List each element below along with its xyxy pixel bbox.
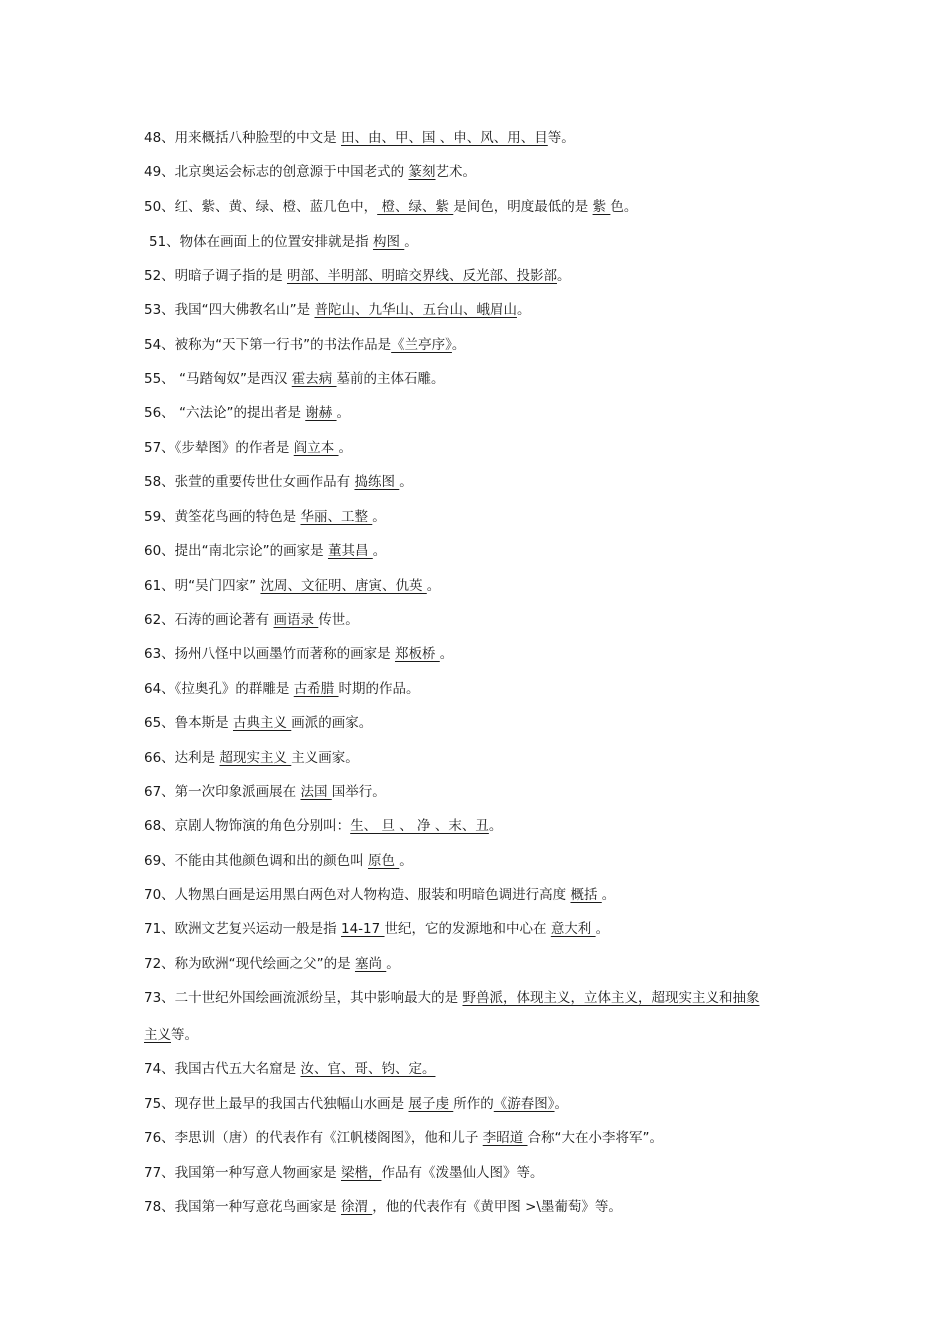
question-text: 。 [488,818,503,834]
question-text: 60、提出“南北宗论”的画家是 [144,543,328,559]
answer-text: 华丽、工整 [300,509,373,525]
question-text: 69、不能由其他颜色调和出的颜色叫 [144,853,368,869]
answer-text: 汝、官、哥、钧、定。 [300,1061,436,1077]
answer-text: 《游春图》 [493,1096,555,1112]
question-line [144,1094,824,1114]
question-line [144,919,824,939]
question-line [144,679,824,699]
question-line [144,713,824,733]
question-text: 传世。 [318,612,359,628]
question-text: 合称“大在小李将军”。 [527,1130,664,1146]
question-text: 55、 “马踏匈奴”是西汉 [144,371,292,387]
answer-text: 塞尚 [354,956,387,972]
question-text: 色。 [610,199,638,215]
question-text: 57、《步辇图》的作者是 [144,440,294,456]
question-text: 。 [556,268,571,284]
question-line [144,507,824,527]
answer-text: 画语录 [273,612,319,628]
question-line [144,988,824,1008]
question-text: 77、我国第一种写意人物画家是 [144,1165,341,1181]
question-text: 国举行。 [331,784,386,800]
question-text: 53、我国“四大佛教名山”是 [144,302,315,318]
question-text: 67、第一次印象派画展在 [144,784,301,800]
question-text: 48、用来概括八种脸型的中文是 [144,130,341,146]
question-text: ，他的代表作有《黄甲图 >\墨葡萄》等。 [372,1199,622,1215]
question-text: 时期的作品。 [338,681,420,697]
answer-text: 超现实主义 [219,750,292,766]
question-text: 65、鲁本斯是 [144,715,233,731]
question-text: 64、《拉奥孔》的群雕是 [144,681,294,697]
answer-text: 篆刻 [408,164,436,180]
question-line [144,576,824,596]
question-text: 。 [451,337,466,353]
answer-text: 构图 [372,234,405,250]
question-text: 61、明“吴门四家” [144,578,261,594]
question-text: 主义画家。 [291,750,359,766]
question-line [144,851,824,871]
question-line [144,1025,824,1045]
question-text: 54、被称为“天下第一行书”的书法作品是 [144,337,392,353]
question-text: 51、物体在画面上的位置安排就是指 [149,234,373,250]
question-line [144,816,824,836]
question-text: 73、二十世纪外国绘画流派纷呈，其中影响最大的是 [144,990,463,1006]
question-line [144,1128,824,1148]
question-text: 等。 [547,130,575,146]
question-text: 52、明暗子调子指的是 [144,268,287,284]
question-text: 。 [399,474,413,490]
question-line [144,472,824,492]
question-line [144,541,824,561]
question-line [144,266,824,286]
question-text: 72、称为欧洲“现代绘画之父”的是 [144,956,355,972]
answer-text: 展子虔 [408,1096,454,1112]
answer-text: 捣练图 [354,474,400,490]
answer-text: 橙、绿、紫 [377,199,454,215]
question-text: 墓前的主体石雕。 [336,371,445,387]
answer-text: 董其昌 [327,543,373,559]
question-text: 。 [554,1096,569,1112]
answer-text: 野兽派，体现主义，立体主义，超现实主义和抽象 [462,990,760,1006]
answer-text: 14-17 [340,921,385,937]
question-text: 。 [386,956,400,972]
question-text: 76、李思训（唐）的代表作有《江帆楼阁图》，他和儿子 [144,1130,483,1146]
answer-text: 法国 [300,784,332,800]
question-text: 70、人物黑白画是运用黑白两色对人物构造、服装和明暗色调进行高度 [144,887,571,903]
answer-text: 概括 [570,887,602,903]
question-text: 作品有《泼墨仙人图》等。 [381,1165,544,1181]
question-text: 。 [595,921,610,937]
question-text: 画派的画家。 [291,715,373,731]
question-line [144,197,824,217]
answer-text: 田、由、甲、国 、申、风、用、目 [340,130,548,146]
question-text: 。 [516,302,531,318]
answer-text: 意大利 [550,921,596,937]
question-text: 78、我国第一种写意花鸟画家是 [144,1199,341,1215]
answer-text: 徐渭 [340,1199,373,1215]
question-text: 50、红、紫、黄、绿、橙、蓝几色中， [144,199,378,215]
question-text: 56、 “六法论”的提出者是 [144,405,306,421]
answer-text: 沈周、文征明、唐寅、仇英 [260,578,427,594]
question-line [144,610,824,630]
question-line [144,369,824,389]
question-line [144,748,824,768]
question-line [149,232,829,252]
question-text: 71、欧洲文艺复兴运动一般是指 [144,921,341,937]
question-text: 。 [372,509,386,525]
question-line [144,1197,824,1217]
answer-text: 主义 [144,1027,171,1043]
question-text: 。 [338,440,353,456]
question-text: 66、达利是 [144,750,220,766]
question-line [144,403,824,423]
question-text: 。 [336,405,351,421]
question-text: 所作的 [453,1096,494,1112]
question-line [144,1059,824,1079]
question-text: 世纪，它的发源地和中心在 [384,921,551,937]
answer-text: 阎立本 [293,440,339,456]
question-text: 艺术。 [435,164,476,180]
answer-text: 郑板桥 [394,646,440,662]
question-text: 。 [439,646,454,662]
question-text: 等。 [171,1027,198,1043]
question-line [144,438,824,458]
question-text: 58、张萱的重要传世仕女画作品有 [144,474,355,490]
question-line [144,300,824,320]
question-text: 。 [426,578,441,594]
answer-text: 普陀山、九华山、五台山、峨眉山 [314,302,517,318]
question-line [144,782,824,802]
question-text: 。 [601,887,616,903]
question-line [144,644,824,664]
question-text: 59、黄筌花鸟画的特色是 [144,509,301,525]
question-text: 63、扬州八怪中以画墨竹而著称的画家是 [144,646,395,662]
answer-text: 霍去病 [291,371,337,387]
question-line [144,954,824,974]
question-line [144,335,824,355]
answer-text: 古希腊 [293,681,339,697]
question-text: 是间色，明度最低的是 [453,199,593,215]
answer-text: 《兰亭序》 [391,337,452,353]
answer-text: 谢赫 [305,405,337,421]
answer-text: 李昭道 [482,1130,528,1146]
answer-text: 紫 [592,199,611,215]
answer-text: 古典主义 [232,715,292,731]
question-text: 。 [404,234,418,250]
answer-text: 梁楷， [340,1165,382,1181]
question-text: 49、北京奥运会标志的创意源于中国老式的 [144,164,409,180]
answer-text: 生、 旦 、 净 、末、丑 [350,818,489,834]
question-text: 。 [399,853,413,869]
question-text: 68、京剧人物饰演的角色分别叫： [144,818,351,834]
question-text: 75、现存世上最早的我国古代独幅山水画是 [144,1096,409,1112]
question-text: 74、我国古代五大名窟是 [144,1061,301,1077]
answer-text: 明部、半明部、明暗交界线、反光部、投影部 [286,268,557,284]
question-line [144,128,824,148]
answer-text: 原色 [367,853,400,869]
question-text: 。 [372,543,387,559]
question-line [144,1163,824,1183]
question-line [144,162,824,182]
question-text: 62、石涛的画论著有 [144,612,274,628]
question-line [144,885,824,905]
